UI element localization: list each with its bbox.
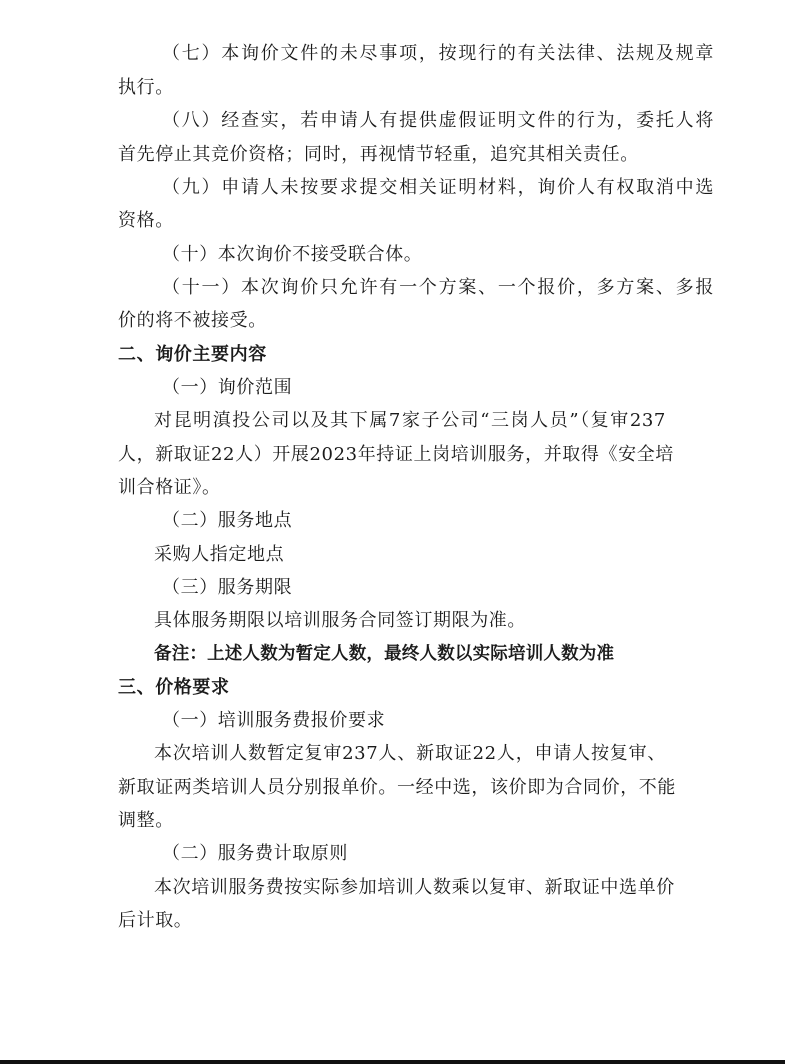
quote-line-1: 本次培训人数暂定复审237人、新取证22人，申请人按复审、: [154, 743, 666, 764]
subheading-service-location: （二）服务地点: [162, 510, 293, 531]
paragraph-11-line-1: （十一）本次询价只允许有一个方案、一个报价，多方案、多报: [162, 277, 714, 298]
paragraph-8-line-1: （八）经查实，若申请人有提供虚假证明文件的行为，委托人将: [162, 110, 714, 131]
page-bottom-border: [0, 1060, 785, 1064]
service-location-text: 采购人指定地点: [154, 544, 285, 565]
fee-line-2: 后计取。: [118, 910, 193, 931]
section-heading-2: 二、询价主要内容: [118, 344, 267, 365]
subheading-fee-principle: （二）服务费计取原则: [162, 843, 348, 864]
subheading-service-period: （三）服务期限: [162, 577, 293, 598]
subheading-quote-requirements: （一）培训服务费报价要求: [162, 710, 386, 731]
paragraph-7-line-2: 执行。: [118, 77, 174, 98]
quote-line-2: 新取证两类培训人员分别报单价。一经中选，该价即为合同价，不能: [118, 777, 676, 798]
paragraph-9-line-1: （九）申请人未按要求提交相关证明材料，询价人有权取消中选: [162, 177, 714, 198]
paragraph-10: （十）本次询价不接受联合体。: [162, 244, 423, 265]
fee-line-1: 本次培训服务费按实际参加培训人数乘以复审、新取证中选单价: [154, 877, 675, 898]
scope-line-3: 训合格证》。: [118, 477, 221, 498]
remark-note: 备注：上述人数为暂定人数，最终人数以实际培训人数为准: [154, 644, 615, 664]
paragraph-11-line-2: 价的将不被接受。: [118, 310, 267, 331]
paragraph-8-line-2: 首先停止其竞价资格；同时，再视情节轻重，追究其相关责任。: [118, 144, 639, 165]
service-period-text: 具体服务期限以培训服务合同签订期限为准。: [154, 610, 526, 631]
subheading-inquiry-scope: （一）询价范围: [162, 377, 293, 398]
paragraph-7-line-1: （七）本询价文件的未尽事项，按现行的有关法律、法规及规章: [162, 43, 714, 64]
scope-line-2: 人，新取证22人）开展2023年持证上岗培训服务，并取得《安全培: [118, 444, 674, 465]
quote-line-3: 调整。: [118, 810, 174, 831]
paragraph-9-line-2: 资格。: [118, 210, 174, 231]
section-heading-3: 三、价格要求: [118, 677, 230, 698]
scope-line-1: 对昆明滇投公司以及其下属7家子公司“三岗人员”（复审237: [154, 410, 666, 431]
